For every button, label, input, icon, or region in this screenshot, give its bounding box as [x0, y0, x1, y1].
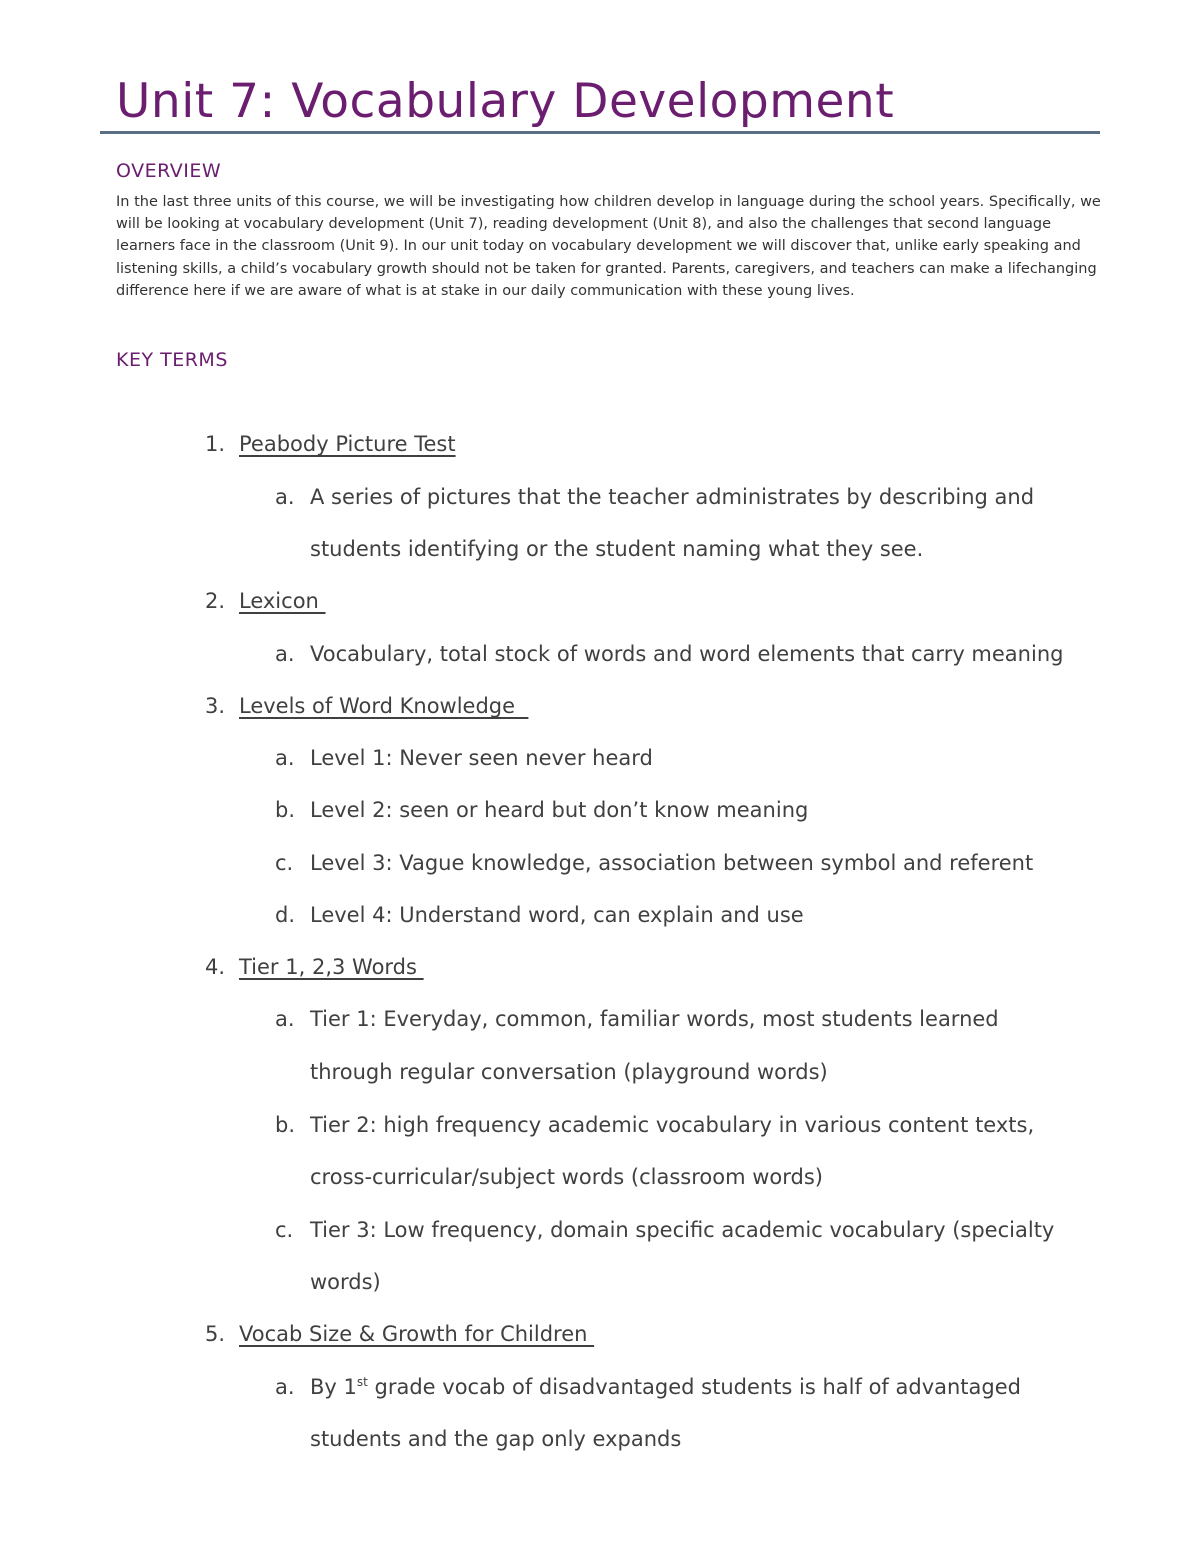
list-item-number: 2. [205, 589, 226, 613]
title-underline-rule [100, 131, 1100, 134]
key-term-title: Levels of Word Knowledge [239, 694, 529, 718]
sub-item-marker: c. [275, 851, 294, 875]
sub-item-text-continued: words) [310, 1270, 381, 1294]
sub-item-marker: b. [275, 1113, 296, 1137]
ordinal-superscript: st [356, 1375, 368, 1389]
sub-item-text-part: grade vocab of disadvantaged students is half of advantaged [367, 1375, 1021, 1399]
sub-item-text-continued: students identifying or the student naming what they see. [310, 537, 924, 561]
sub-item-text: Tier 3: Low frequency, domain specific academic vocabulary (specialty [310, 1218, 1055, 1242]
sub-item-text: Level 4: Understand word, can explain and use [310, 903, 804, 927]
overview-paragraph: In the last three units of this course, we will be investigating how children develop in language during the school years. Specifically, we will be looking at vocabulary development (Unit 7), reading development (Unit 8), and also the challenges that second language learners face in the classroom (Unit 9). In our unit today on vocabulary development we will discover that, unlike early speaking and listening skills, a child’s vocabulary growth should not be taken for granted. Parents, caregivers, and teachers can make a lifechanging difference here if we are aware of what is at stake in our daily communication with these young lives. [116, 194, 1101, 299]
list-item-number: 4. [205, 955, 226, 979]
sub-item-text: A series of pictures that the teacher administrates by describing and [310, 485, 1035, 509]
sub-item-text-continued: students and the gap only expands [310, 1427, 682, 1451]
sub-item-marker: b. [275, 798, 296, 822]
sub-item-marker: a. [275, 485, 295, 509]
overview-heading: OVERVIEW [116, 160, 222, 182]
list-item-number: 5. [205, 1322, 226, 1346]
key-terms-heading: KEY TERMS [116, 349, 228, 371]
sub-item-text-continued: cross-curricular/subject words (classroom words) [310, 1165, 823, 1189]
sub-item-marker: d. [275, 903, 296, 927]
sub-item-text: Level 2: seen or heard but don’t know meaning [310, 798, 809, 822]
key-term-title: Peabody Picture Test [239, 432, 456, 456]
sub-item-marker: c. [275, 1218, 294, 1242]
list-item-number: 3. [205, 694, 226, 718]
sub-item-text-continued: through regular conversation (playground words) [310, 1060, 828, 1084]
key-term-title: Tier 1, 2,3 Words [239, 955, 424, 979]
list-item-number: 1. [205, 432, 226, 456]
sub-item-text: Tier 2: high frequency academic vocabulary in various content texts, [310, 1113, 1035, 1137]
sub-item-text: Tier 1: Everyday, common, familiar words, most students learned [310, 1007, 999, 1031]
sub-item-text-part: By 1 [310, 1375, 357, 1399]
sub-item-marker: a. [275, 1375, 295, 1399]
key-term-title: Lexicon [239, 589, 326, 613]
sub-item-text [310, 1373, 1021, 1401]
sub-item-text: Vocabulary, total stock of words and word elements that carry meaning [310, 642, 1064, 666]
sub-item-marker: a. [275, 1007, 295, 1031]
sub-item-text: Level 3: Vague knowledge, association between symbol and referent [310, 851, 1034, 875]
sub-item-marker: a. [275, 642, 295, 666]
page-title: Unit 7: Vocabulary Development [116, 74, 895, 129]
sub-item-text: Level 1: Never seen never heard [310, 746, 653, 770]
sub-item-marker: a. [275, 746, 295, 770]
key-term-title: Vocab Size & Growth for Children [239, 1322, 595, 1346]
